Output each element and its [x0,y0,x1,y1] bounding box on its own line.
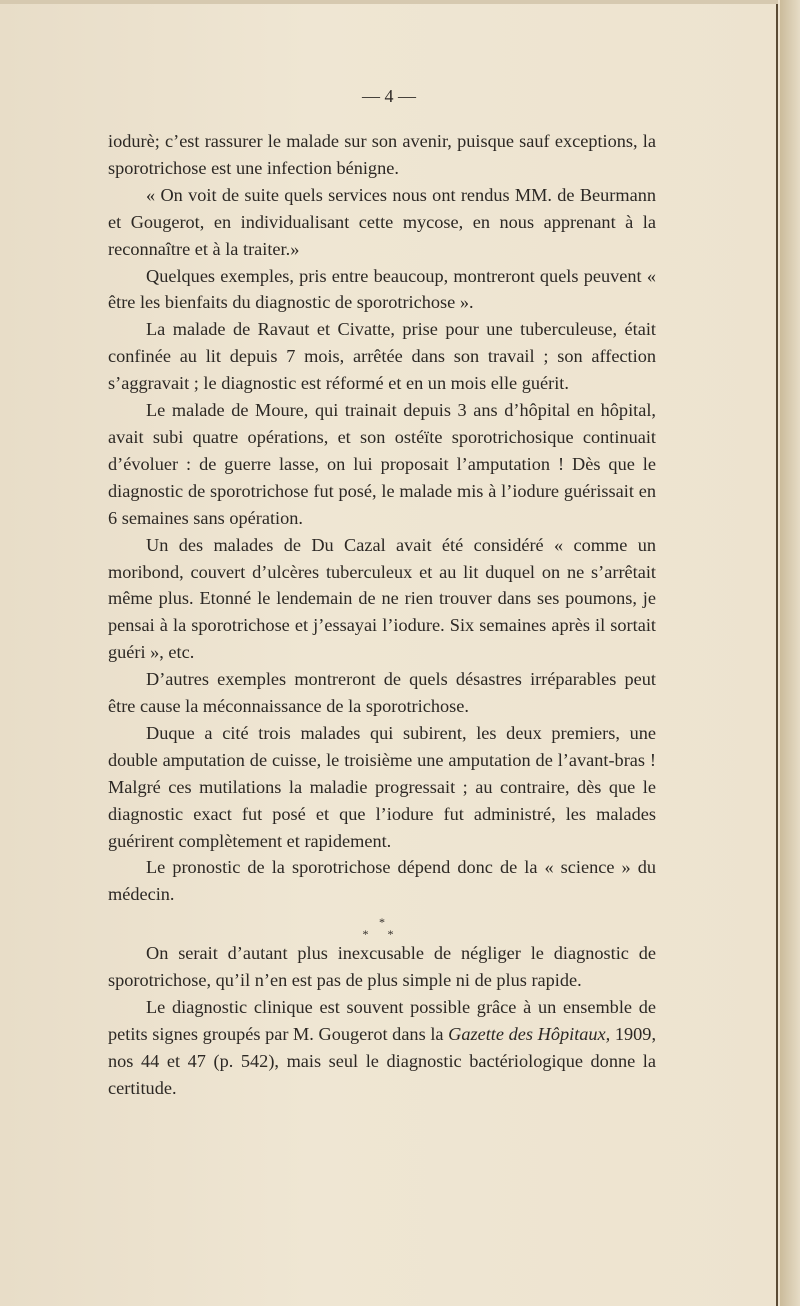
adjacent-page-edge [780,0,800,1306]
page-top-edge [0,0,778,4]
paragraph-duque: Duque a cité trois malades qui subirent, les deux premiers, une double amputation de cuisse, le troisième une amputation de l’avant-bras ! Malgré ces mutilations la maladie progressait ; au contraire, dès que le diagnostic exact fut posé et que l’iodure fut administré, les malades guérirent complètement et rapidement. [108,722,656,851]
paragraph-ravaut-civatte: La malade de Ravaut et Civatte, prise pour une tuberculeuse, était confinée au lit depuis 7 mois, arrêtée dans son travail ; son affection s’aggravait ; le diagnostic est réformé et en un mois elle guérit. [108,319,656,394]
paragraph-diagnosis-simple: On serait d’autant plus inexcusable de négliger le diagnostic de sporotrichose, qu’il n’en est pas de plus simple ni de plus rapide. [108,943,656,991]
paragraph-clinical-diagnosis [108,994,656,1102]
journal-title: Gazette des Hôpitaux, [448,1024,611,1044]
paragraph-prognosis: Le pronostic de la sporotrichose dépend donc de la « science » du médecin. [108,857,656,905]
paragraph-other-examples: D’autres exemples montreront de quels désastres irréparables peut être cause la méconnaissance de la sporotrichose. [108,669,656,717]
paragraph-examples-intro: Quelques exemples, pris entre beaucoup, montreront quels peuvent « être les bienfaits du diagnostic de sporotrichose ». [108,265,656,313]
body-text [108,128,656,1102]
paragraph-du-cazal: Un des malades de Du Cazal avait été considéré « comme un moribond, couvert d’ulcères tuberculeux et au lit duquel on ne s’arrêtait même plus. Etonné le lendemain de ne rien trouver dans ses poumons, je pensai à la sporotrichose et j’essayai l’iodure. Six semaines après il sortait guéri », etc. [108,534,656,663]
page-number: — 4 — [362,86,416,106]
paragraph-quote-beurmann-gougerot: « On voit de suite quels services nous ont rendus MM. de Beurmann et Gougerot, en individualisant cette mycose, en nous apprenant à la reconnaître et à la traiter.» [108,184,656,259]
asterism-bottom: * * [362,927,402,942]
clinical-text-before: Le diagnostic clinique est souvent possible grâce à un ensemble de petits signes groupés par M. Gougerot dans la [108,997,656,1044]
paragraph-moure: Le malade de Moure, qui trainait depuis 3 ans d’hôpital en hôpital, avait subi quatre opérations, et son ostéïte sporotrichosique continuait d’évoluer : de guerre lasse, on lui proposait l’amputation ! Dès que le diagnostic de sporotrichose fut posé, le malade mis à l’iodure guérissait en 6 semaines sans opération. [108,400,656,528]
section-separator-asterism [108,908,656,940]
paragraph-continuation: iodurè; c’est rassurer le malade sur son avenir, puisque sauf exceptions, la sporotrichose est une infection bénigne. [108,131,656,178]
asterism-top: * [379,915,385,930]
clinical-text-after: 1909, nos 44 et 47 (p. 542), mais seul le diagnostic bactériologique donne la certitude. [108,1024,657,1098]
